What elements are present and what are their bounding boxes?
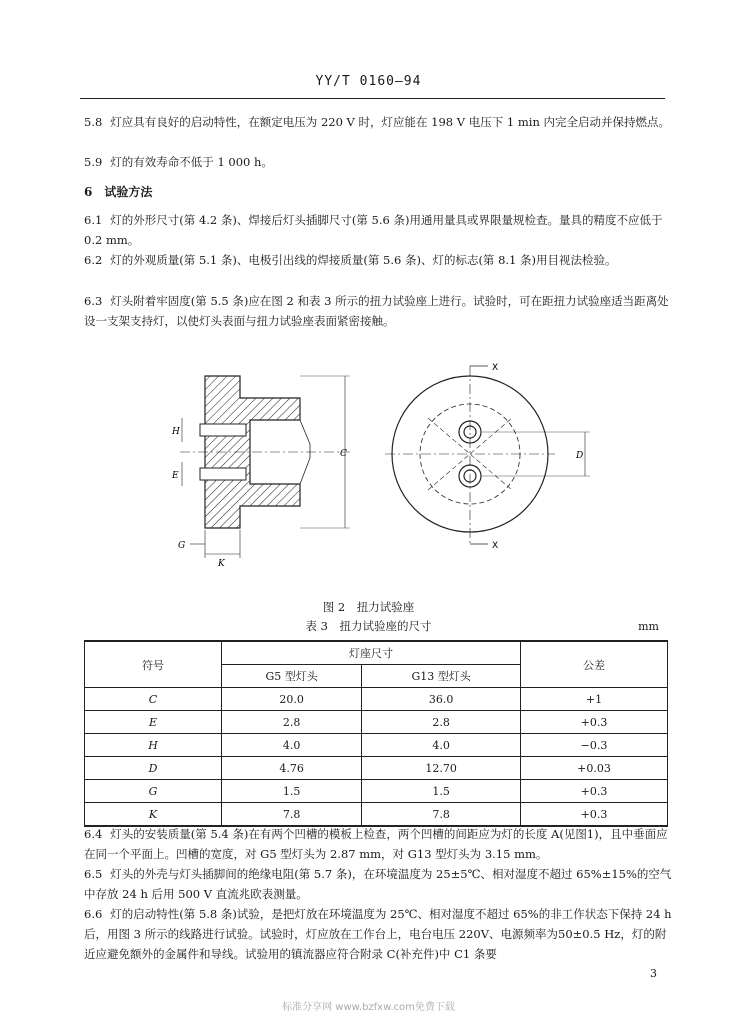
- section-mark-top: X: [492, 363, 499, 373]
- table-row: G 1.5 1.5 +0.3: [85, 780, 668, 803]
- dim-label-c: C: [340, 449, 347, 459]
- clause-6-3: [84, 291, 674, 331]
- dim-label-g: G: [178, 541, 186, 551]
- clause-number: 5.8: [84, 115, 103, 129]
- clause-6-4: [84, 824, 674, 864]
- header-rule: [80, 98, 665, 99]
- front-view: [385, 363, 590, 551]
- clause-text: 灯头的安装质量(第 5.4 条)在有两个凹槽的模板上检查，两个凹槽的间距应为灯的长度 A(见图1)，且中垂面应在同一个平面上。凹槽的宽度，对 G5 型灯头为 2.87 mm，对 G13 型灯头为 3.15 mm。: [84, 827, 668, 861]
- dim-label-h: H: [172, 427, 180, 437]
- table-row: C 20.0 36.0 +1: [85, 688, 668, 711]
- col-header-g13: G13 型灯头: [362, 665, 521, 688]
- clause-text: 灯的有效寿命不低于 1 000 h。: [110, 155, 273, 169]
- clause-text: 灯的启动特性(第 5.8 条)试验，是把灯放在环境温度为 25℃、相对湿度不超过 65%的非工作状态下保持 24 h 后，用图 3 所示的线路进行试验。试验时，灯应放在工作台上，电台电压 220V、电源频率为50±0.5 Hz，灯的附近应避免额外的金属件和导线。试验用的镇流器应符合附录 C(补充件)中 C1 条要: [84, 907, 672, 961]
- clause-text: 灯头的外壳与灯头插脚间的绝缘电阻(第 5.7 条)，在环境温度为 25±5℃、相对湿度不超过 65%±15%的空气中存放 24 h 后用 500 V 直流兆欧表测量。: [84, 867, 672, 901]
- clause-text: 灯头附着牢固度(第 5.5 条)应在图 2 和表 3 所示的扭力试验座上进行。试验时，可在距扭力试验座适当距离处设一支架支持灯，以使灯头表面与扭力试验座表面紧密接触。: [84, 294, 669, 328]
- clause-6-2: [84, 250, 674, 270]
- clause-text: 灯的外形尺寸(第 4.2 条)、焊接后灯头插脚尺寸(第 5.6 条)用通用量具或界限量规检查。量具的精度不应低于 0.2 mm。: [84, 213, 663, 247]
- clause-5-8: [84, 112, 674, 132]
- page-number: 3: [650, 967, 657, 980]
- table-unit: mm: [638, 620, 659, 633]
- col-header-g5: G5 型灯头: [222, 665, 362, 688]
- break-line: [300, 420, 310, 444]
- clause-6-5: [84, 864, 674, 904]
- section-6-heading: [84, 183, 152, 200]
- table-row: E 2.8 2.8 +0.3: [85, 711, 668, 734]
- table-row: H 4.0 4.0 −0.3: [85, 734, 668, 757]
- pin-bore-lower: [200, 468, 246, 480]
- dim-label-k: K: [218, 559, 225, 569]
- figure-caption: 图 2 扭力试验座: [322, 600, 415, 614]
- table-row: K 7.8 7.8 +0.3: [85, 803, 668, 827]
- torque-fixture-dimension-table: [84, 640, 668, 827]
- clause-number: 6.4: [84, 827, 103, 841]
- col-header-group: 灯座尺寸: [222, 641, 521, 665]
- clause-number: 5.9: [84, 155, 103, 169]
- clause-number: 6.6: [84, 907, 103, 921]
- clause-number: 6.1: [84, 213, 103, 227]
- section-view: [171, 376, 350, 569]
- dim-label-d: D: [576, 451, 584, 461]
- table-caption: 表 3 扭力试验座的尺寸: [305, 619, 432, 633]
- section-mark-bottom: X: [492, 541, 499, 551]
- document-code: YY/T 0160—94: [315, 74, 422, 89]
- clause-5-9: [84, 152, 674, 172]
- clause-text: 灯应具有良好的启动特性，在额定电压为 220 V 时，灯应能在 198 V 电压下 1 min 内完全启动并保持燃点。: [110, 115, 671, 129]
- watermark: 标准分享网 www.bzfxw.com免费下载: [282, 1002, 455, 1013]
- clause-number: 6.5: [84, 867, 103, 881]
- pin-bore-upper: [200, 424, 246, 436]
- col-header-tolerance: 公差: [521, 641, 668, 688]
- dim-label-e: E: [172, 471, 179, 481]
- col-header-symbol: 符号: [85, 641, 222, 688]
- clause-number: 6.3: [84, 294, 103, 308]
- torque-test-fixture-drawing: [160, 358, 620, 573]
- section-title: 试验方法: [104, 185, 153, 199]
- clause-text: 灯的外观质量(第 5.1 条)、电极引出线的焊接质量(第 5.6 条)、灯的标志(第 8.1 条)用目视法检验。: [110, 253, 617, 267]
- section-number: 6: [84, 185, 93, 199]
- clause-6-6: [84, 904, 674, 964]
- clause-number: 6.2: [84, 253, 103, 267]
- table-row: D 4.76 12.70 +0.03: [85, 757, 668, 780]
- clause-6-1: [84, 210, 674, 250]
